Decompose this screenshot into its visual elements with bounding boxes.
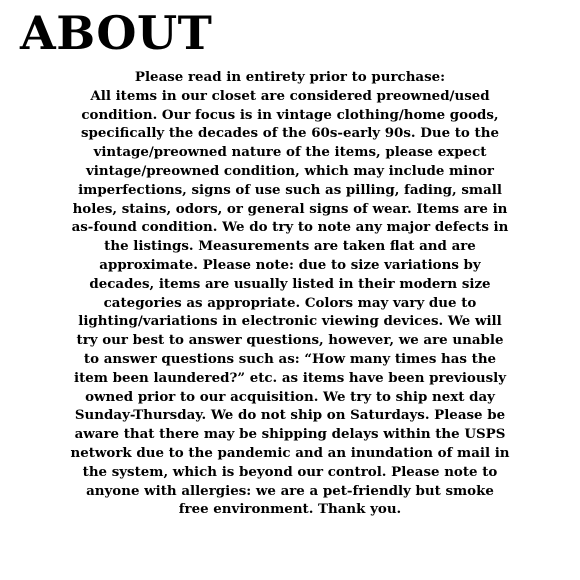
page-title: ABOUT: [20, 6, 213, 60]
about-body-text: Please read in entirety prior to purchase: All items in our closet are considered preowned/used condition. Our focus is in vintage clothing/home goods, specifically the decades of the 60s-early 90s. Due to the vintage/preowned nature of the items, please expect vintage/preowned condition, which may include minor imperfections, signs of use such as pilling, fading, small holes, stains, odors, or general signs of wear. Items are in as-found condition. We do try to note any major defects in the listings. Measurements are taken flat and are approximate. Please note: due to size variations by decades, items are usually listed in their modern size categories as appropriate. Colors may vary due to lighting/variations in electronic viewing devices. We will try our best to answer questions, however, we are unable to answer questions such as: “How many times has the item been laundered?” etc. as items have been previously owned prior to our acquisition. We try to ship next day Sunday-Thursday. We do not ship on Saturdays. Please be aware that there may be shipping delays within the USPS network due to the pandemic and an inundation of mail in the system, which is beyond our control. Please note to anyone with allergies: we are a pet-friendly but smoke free environment. Thank you.: [70, 69, 510, 518]
